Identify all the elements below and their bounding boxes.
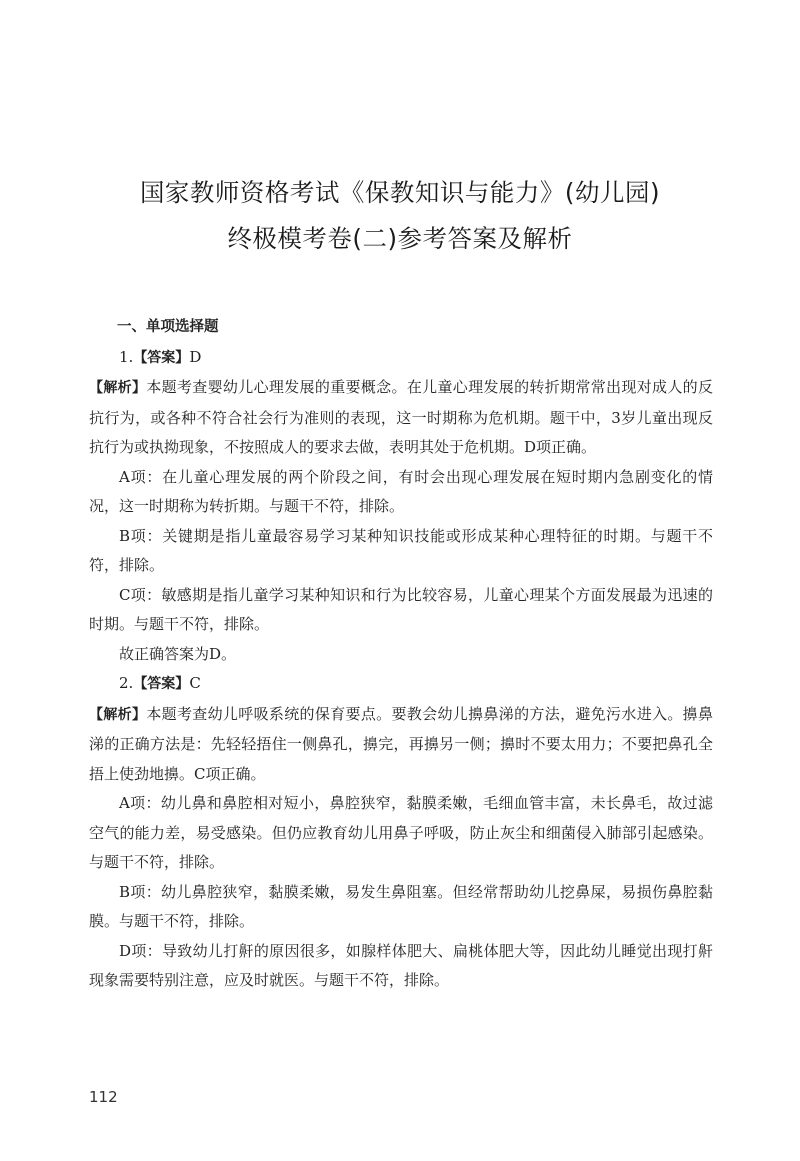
answer-content [89, 313, 713, 996]
q2-option-a: A项：幼儿鼻和鼻腔相对短小，鼻腔狭窄，黏膜柔嫩，毛细血管丰富，未长鼻毛，故过滤空气的能力差，易受感染。但仍应教育幼儿用鼻子呼吸，防止灰尘和细菌侵入肺部引起感染。与题干不符，排除。 [89, 794, 713, 871]
q1-option-a: A项：在儿童心理发展的两个阶段之间，有时会出现心理发展在短时期内急剧变化的情况，这一时期称为转折期。与题干不符，排除。 [89, 467, 713, 515]
q2-number: 2. [119, 674, 134, 692]
q1-answer-label: 【答案】 [133, 349, 190, 366]
q2-answer-line [89, 669, 713, 700]
section-heading: 一、单项选择题 [117, 319, 219, 335]
q2-analysis [89, 700, 713, 790]
q1-answer: D [189, 347, 202, 366]
q1-answer-line [89, 343, 713, 374]
q1-conclusion: 故正确答案为D。 [119, 644, 237, 663]
q1-analysis-label: 【解析】 [89, 380, 147, 396]
page-title-line-2: 终极模考卷(二)参考答案及解析 [227, 224, 573, 253]
q2-option-d: D项：导致幼儿打鼾的原因很多，如腺样体肥大、扁桃体肥大等，因此幼儿睡觉出现打鼾现象需要特别注意，应及时就医。与题干不符，排除。 [89, 941, 713, 989]
q2-answer-label: 【答案】 [133, 676, 190, 692]
q1-analysis [89, 373, 713, 463]
q1-analysis-text: 本题考查婴幼儿心理发展的重要概念。在儿童心理发展的转折期常常出现对成人的反抗行为，或各种不符合社会行为准则的表现，这一时期称为危机期。题干中，3岁儿童出现反抗行为或执拗现象，不按照成人的要求去做，表明其处于危机期。D项正确。 [89, 378, 714, 456]
q1-number: 1. [119, 347, 134, 366]
page-title-line-1: 国家教师资格考试《保教知识与能力》(幼儿园) [139, 178, 661, 207]
q2-analysis-label: 【解析】 [89, 706, 147, 723]
q2-answer: C [189, 674, 201, 692]
q2-analysis-text: 本题考查幼儿呼吸系统的保育要点。要教会幼儿擤鼻涕的方法，避免污水进入。擤鼻涕的正确方法是：先轻轻捂住一侧鼻孔，擤完，再擤另一侧；擤时不要太用力；不要把鼻孔全捂上使劲地擤。C项正确。 [89, 704, 714, 783]
page-number: 112 [89, 1088, 118, 1106]
q1-option-b: B项：关键期是指儿童最容易学习某种知识技能或形成某种心理特征的时期。与题干不符，排除。 [89, 526, 713, 574]
q1-option-c: C项：敏感期是指儿童学习某种知识和行为比较容易，儿童心理某个方面发展最为迅速的时期。与题干不符，排除。 [89, 585, 713, 633]
q2-option-b: B项：幼儿鼻腔狭窄，黏膜柔嫩，易发生鼻阻塞。但经常帮助幼儿挖鼻屎，易损伤鼻腔黏膜。与题干不符，排除。 [89, 882, 713, 930]
